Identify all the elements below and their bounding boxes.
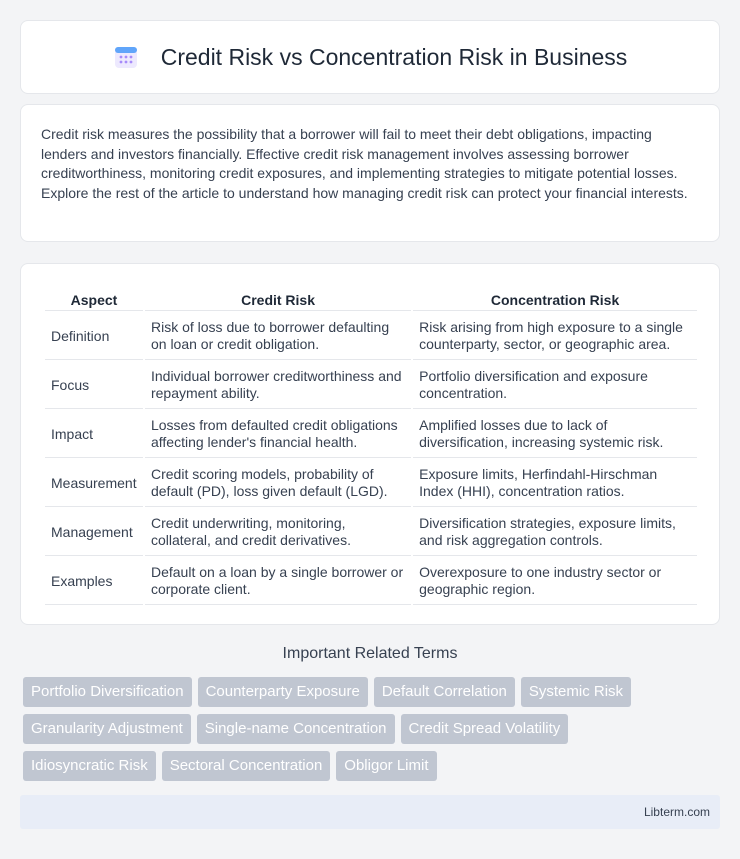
row-aspect: Focus bbox=[45, 362, 143, 409]
row-credit-risk: Risk of loss due to borrower defaulting on loan or credit obligation. bbox=[145, 313, 411, 360]
tag-portfolio-diversification[interactable]: Portfolio Diversification bbox=[23, 677, 192, 707]
comparison-card bbox=[20, 263, 720, 625]
tag-systemic-risk[interactable]: Systemic Risk bbox=[521, 677, 631, 707]
footer bbox=[20, 795, 720, 829]
page-title: Credit Risk vs Concentration Risk in Business bbox=[160, 43, 628, 70]
row-aspect: Measurement bbox=[45, 460, 143, 507]
row-concentration-risk: Overexposure to one industry sector or geographic region. bbox=[413, 558, 697, 605]
row-concentration-risk: Diversification strategies, exposure limits, and risk aggregation controls. bbox=[413, 509, 697, 556]
table-row bbox=[45, 362, 697, 409]
header-credit-risk: Credit Risk bbox=[145, 288, 411, 311]
tag-credit-spread-volatility[interactable]: Credit Spread Volatility bbox=[401, 714, 569, 744]
header-concentration-risk: Concentration Risk bbox=[413, 288, 697, 311]
intro-text: Credit risk measures the possibility that a borrower will fail to meet their debt obligations, impacting lenders and investors financially. Effective credit risk management involves assessing borrower creditworthiness, monitoring credit exposures, and implementing strategies to mitigate potential losses. Explore the rest of the article to understand how managing credit risk can protect your financial interests. bbox=[41, 126, 688, 201]
tag-counterparty-exposure[interactable]: Counterparty Exposure bbox=[198, 677, 368, 707]
row-concentration-risk: Portfolio diversification and exposure concentration. bbox=[413, 362, 697, 409]
row-concentration-risk: Exposure limits, Herfindahl-Hirschman Index (HHI), concentration ratios. bbox=[413, 460, 697, 507]
tag-single-name-concentration[interactable]: Single-name Concentration bbox=[197, 714, 395, 744]
row-credit-risk: Individual borrower creditworthiness and repayment ability. bbox=[145, 362, 411, 409]
footer-site-link[interactable]: Libterm.com bbox=[643, 805, 710, 819]
table-row bbox=[45, 558, 697, 605]
row-credit-risk: Credit scoring models, probability of default (PD), loss given default (LGD). bbox=[145, 460, 411, 507]
comparison-table bbox=[43, 286, 699, 607]
table-row bbox=[45, 509, 697, 556]
table-row bbox=[45, 460, 697, 507]
tag-default-correlation[interactable]: Default Correlation bbox=[374, 677, 515, 707]
row-aspect: Management bbox=[45, 509, 143, 556]
row-credit-risk: Default on a loan by a single borrower or corporate client. bbox=[145, 558, 411, 605]
row-concentration-risk: Amplified losses due to lack of diversification, increasing systemic risk. bbox=[413, 411, 697, 458]
table-row bbox=[45, 313, 697, 360]
tag-idiosyncratic-risk[interactable]: Idiosyncratic Risk bbox=[23, 751, 156, 781]
calendar-icon bbox=[113, 44, 139, 70]
tag-obligor-limit[interactable]: Obligor Limit bbox=[336, 751, 436, 781]
row-credit-risk: Credit underwriting, monitoring, collateral, and credit derivatives. bbox=[145, 509, 411, 556]
table-row bbox=[45, 411, 697, 458]
tag-granularity-adjustment[interactable]: Granularity Adjustment bbox=[23, 714, 191, 744]
header-card bbox=[20, 20, 720, 94]
header-aspect: Aspect bbox=[45, 288, 143, 311]
row-credit-risk: Losses from defaulted credit obligations affecting lender's financial health. bbox=[145, 411, 411, 458]
intro-card bbox=[20, 104, 720, 242]
related-terms-title: Important Related Terms bbox=[282, 645, 458, 662]
row-aspect: Impact bbox=[45, 411, 143, 458]
tag-sectoral-concentration[interactable]: Sectoral Concentration bbox=[162, 751, 331, 781]
row-aspect: Definition bbox=[45, 313, 143, 360]
row-concentration-risk: Risk arising from high exposure to a single counterparty, sector, or geographic area. bbox=[413, 313, 697, 360]
related-terms-tags bbox=[23, 677, 723, 788]
row-aspect: Examples bbox=[45, 558, 143, 605]
